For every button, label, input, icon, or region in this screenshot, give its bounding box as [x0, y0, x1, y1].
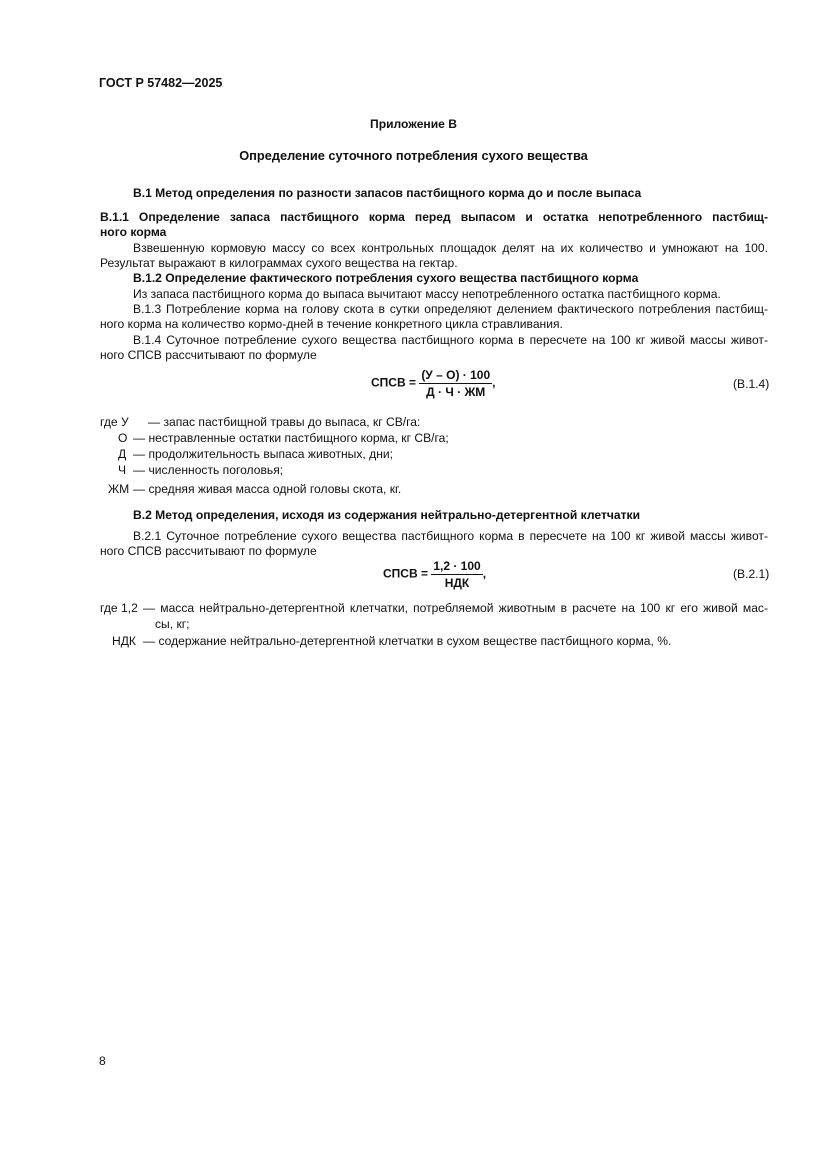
paragraph-b21-line2: ного СПСВ рассчитывают по формуле — [100, 544, 317, 558]
paragraph-b13-line2: ного корма на количество кормо-дней в течение конкретного цикла стравливания. — [100, 317, 563, 331]
subsection-b11-heading-line2: ного корма — [100, 225, 167, 239]
formula-b21-numerator: 1,2 · 100 — [433, 559, 481, 573]
subsection-b11-heading-line1: В.1.1 Определение запаса пастбищного корма перед выпасом и остатка непотребленного пастбищ- — [100, 210, 768, 224]
document-id: ГОСТ Р 57482—2025 — [99, 76, 223, 90]
formula-b14-numerator: (У – О) · 100 — [421, 368, 491, 382]
formula-b14-denominator: Д · Ч · ЖМ — [419, 383, 492, 399]
formula-b21-denominator: НДК — [431, 574, 482, 590]
subsection-b12-heading: В.1.2 Определение фактического потребления сухого вещества пастбищного корма — [133, 271, 639, 285]
where-b21-coef-text-line2: сы, кг; — [155, 617, 190, 631]
formula-b21-comma: , — [482, 566, 487, 581]
paragraph-b11-line2: Результат выражают в килограммах сухого вещества на гектар. — [100, 256, 458, 270]
where-b21-ndk-symbol: НДК — [112, 634, 136, 648]
formula-b14-number: (В.1.4) — [733, 377, 770, 391]
paragraph-b12: Из запаса пастбищного корма до выпаса вычитают массу непотребленного остатка пастбищного корма. — [133, 287, 721, 301]
where-b14-ch-text: — численность поголовья; — [133, 463, 284, 477]
formula-b21-fraction — [431, 559, 482, 590]
formula-b21-lhs: СПСВ = — [383, 566, 428, 581]
formula-b14-lhs: СПСВ = — [371, 375, 416, 390]
appendix-label: Приложение В — [370, 117, 457, 131]
appendix-title: Определение суточного потребления сухого вещества — [239, 148, 588, 163]
where-b14-ch-symbol: Ч — [118, 463, 127, 477]
formula-b14-comma: , — [492, 375, 496, 390]
paragraph-b13-line1: В.1.3 Потребление корма на голову скота в сутки определяют делением фактического потребления пастбищ- — [133, 302, 768, 316]
where-b21-coef-symbol: где 1,2 — [100, 601, 138, 615]
section-b2-heading: В.2 Метод определения, исходя из содержания нейтрально-детергентной клетчатки — [133, 508, 641, 522]
where-b14-u-symbol: где У — [100, 415, 129, 429]
formula-b14 — [371, 368, 495, 399]
formula-b21 — [383, 559, 486, 590]
where-b14-zhm-symbol: ЖМ — [108, 482, 130, 496]
where-b14-zhm-text: — средняя живая масса одной головы скота, кг. — [133, 482, 402, 496]
where-b21-ndk-text: — содержание нейтрально-детергентной клетчатки в сухом веществе пастбищного корма, %. — [143, 634, 672, 648]
where-b21-coef-text-line1: — масса нейтрально-детергентной клетчатки, потребляемой животным в расчете на 100 кг его живой мас- — [143, 601, 768, 615]
paragraph-b11-line1: Взвешенную кормовую массу со всех контрольных площадок делят на их количество и умножают на 100. — [133, 241, 768, 255]
paragraph-b14-line1: В.1.4 Суточное потребление сухого вещества пастбищного корма в пересчете на 100 кг живой массы живот- — [133, 333, 768, 347]
where-b14-d-symbol: Д — [118, 447, 127, 461]
formula-b21-number: (В.2.1) — [733, 567, 770, 581]
formula-b14-fraction — [419, 368, 492, 399]
where-b14-u-text: — запас пастбищной травы до выпаса, кг СВ/га: — [148, 415, 421, 429]
where-b14-d-text: — продолжительность выпаса животных, дни; — [133, 447, 393, 461]
where-b14-o-symbol: О — [118, 431, 128, 445]
where-b14-o-text: — нестравленные остатки пастбищного корма, кг СВ/га; — [133, 431, 449, 445]
page-number: 8 — [99, 1054, 106, 1068]
section-b1-heading: В.1 Метод определения по разности запасов пастбищного корма до и после выпаса — [133, 186, 642, 200]
paragraph-b14-line2: ного СПСВ рассчитывают по формуле — [100, 348, 317, 362]
paragraph-b21-line1: В.2.1 Суточное потребление сухого вещества пастбищного корма в пересчете на 100 кг живой массы живот- — [133, 529, 768, 543]
